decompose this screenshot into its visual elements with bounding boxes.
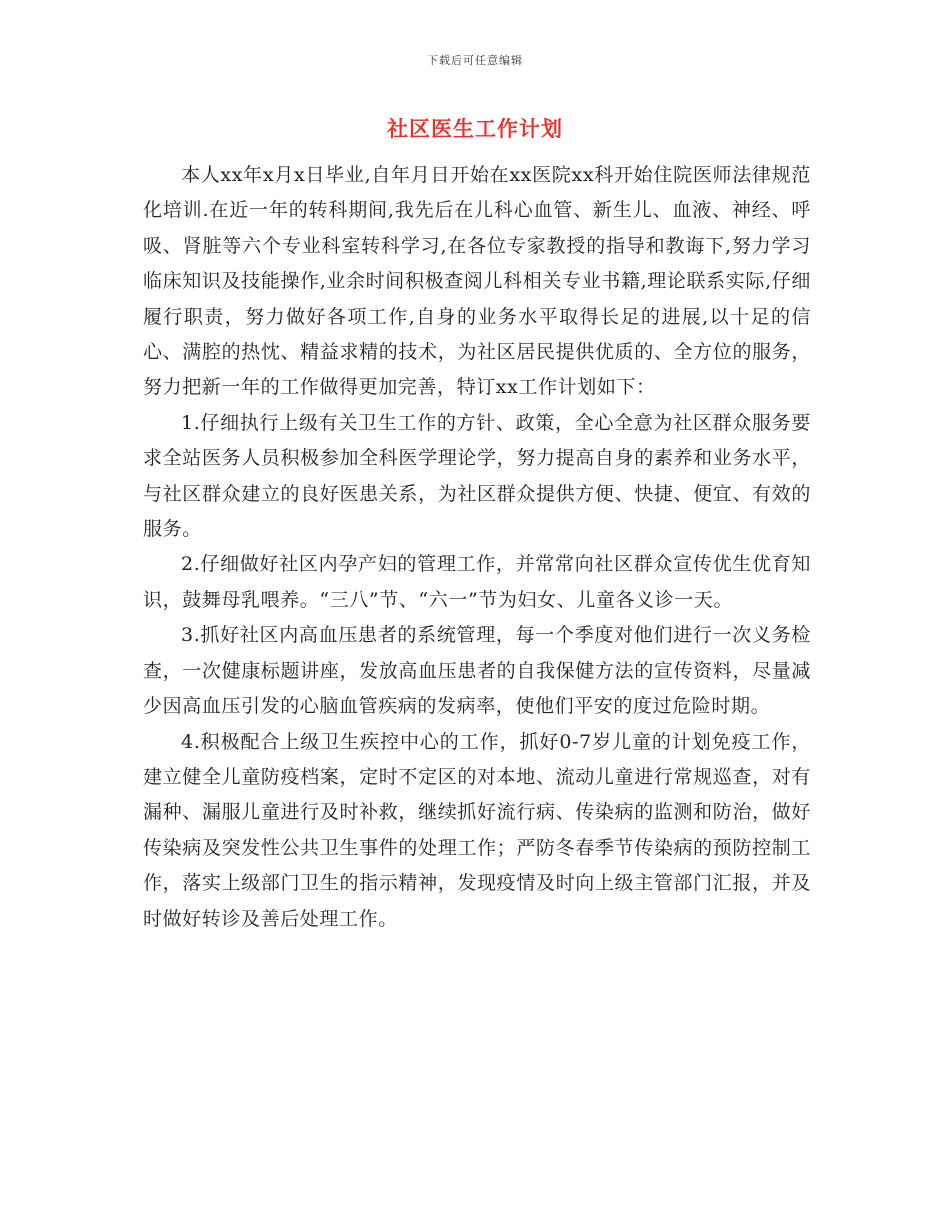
intro-paragraph: 本人xx年x月x日毕业,自年月日开始在xx医院xx科开始住院医师法律规范化培训.在近一年的转科期间,我先后在儿科心血管、新生儿、血液、神经、呼吸、肾脏等六个专业科室转科学习,在各位专家教授的指导和教诲下,努力学习临床知识及技能操作,业余时间积极查阅儿科相关专业书籍,理论联系实际,仔细履行职责，努力做好各项工作,自身的业务水平取得长足的进展,以十足的信心、满腔的热忱、精益求精的技术，为社区居民提供优质的、全方位的服务，努力把新一年的工作做得更加完善，特订xx工作计划如下： — [143, 164, 811, 399]
plan-item-4: 4.积极配合上级卫生疾控中心的工作，抓好0-7岁儿童的计划免疫工作，建立健全儿童防疫档案，定时不定区的对本地、流动儿童进行常规巡查，对有漏种、漏服儿童进行及时补救，继续抓好流行病、传染病的监测和防治，做好传染病及突发性公共卫生事件的处理工作；严防冬春季节传染病的预防控制工作，落实上级部门卫生的指示精神，发现疫情及时向上级主管部门汇报，并及时做好转诊及善后处理工作。 — [143, 730, 811, 930]
plan-item-2: 2.仔细做好社区内孕产妇的管理工作，并常常向社区群众宣传优生优育知识，鼓舞母乳喂养。“三八”节、“六一”节为妇女、儿童各义诊一天。 — [143, 553, 811, 611]
plan-item-3: 3.抓好社区内高血压患者的系统管理，每一个季度对他们进行一次义务检查，一次健康标题讲座，发放高血压患者的自我保健方法的宣传资料，尽量减少因高血压引发的心脑血管疾病的发病率，使他们平安的度过危险时期。 — [143, 624, 811, 718]
document-body — [143, 158, 811, 937]
header-note: 下载后可任意编辑 — [427, 54, 523, 67]
plan-item-1: 1.仔细执行上级有关卫生工作的方针、政策，全心全意为社区群众服务要求全站医务人员积极参加全科医学理论学，努力提高自身的素养和业务水平，与社区群众建立的良好医患关系，为社区群众提供方便、快捷、便宜、有效的服务。 — [143, 411, 811, 541]
document-title: 社区医生工作计划 — [387, 116, 563, 141]
